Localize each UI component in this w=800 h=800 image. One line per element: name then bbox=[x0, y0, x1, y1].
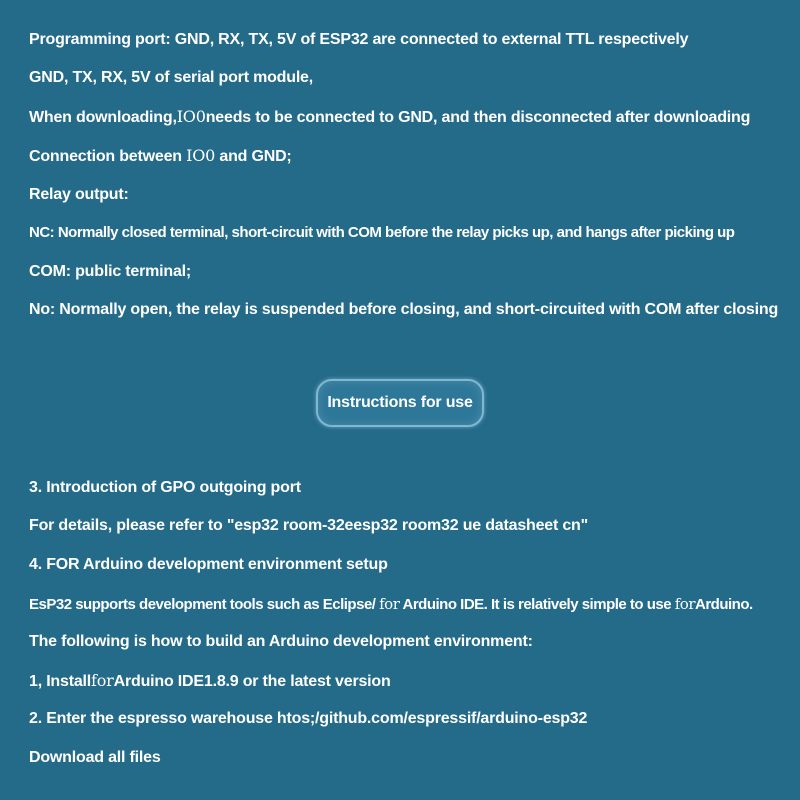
for-label-2: for bbox=[674, 595, 696, 613]
nc-terminal-line: NC: Normally closed terminal, short-circuit with COM before the relay picks up, and hangs after picking up bbox=[29, 224, 735, 241]
io0-label: IO0 bbox=[176, 107, 206, 126]
connection-prefix: Connection between bbox=[29, 148, 187, 165]
programming-port-line: Programming port: GND, RX, TX, 5V of ESP32 are connected to external TTL respectively bbox=[29, 31, 689, 48]
com-terminal-text bbox=[29, 262, 191, 282]
downloading-text bbox=[29, 107, 750, 128]
arduino-setup-line: 4. FOR Arduino development environment setup bbox=[29, 556, 388, 573]
espresso-warehouse-line: 2. Enter the espresso warehouse htos;/github.com/espressif/arduino-esp32 bbox=[29, 710, 588, 727]
connection-text bbox=[29, 146, 292, 167]
no-terminal-text bbox=[29, 300, 778, 320]
arduino-setup-heading bbox=[29, 555, 388, 575]
instructions-button-label: Instructions for use bbox=[327, 394, 473, 411]
build-environment-text bbox=[29, 632, 533, 652]
for-label-1: for bbox=[379, 595, 400, 613]
connection-suffix: and GND; bbox=[215, 148, 292, 165]
dev-tools-text bbox=[29, 594, 753, 615]
programming-port-text bbox=[29, 30, 688, 50]
com-terminal-line: COM: public terminal; bbox=[29, 263, 192, 280]
install-suffix: Arduino IDE1.8.9 or the latest version bbox=[113, 673, 391, 690]
datasheet-reference-line: For details, please refer to "esp32 room-32eesp32 room32 ue datasheet cn" bbox=[29, 517, 589, 534]
dev-tools-middle: Arduino IDE. It is relatively simple to use bbox=[399, 596, 675, 613]
datasheet-reference-text bbox=[29, 516, 588, 536]
dev-tools-prefix: EsP32 supports development tools such as Eclipse/ bbox=[29, 596, 380, 613]
instructions-for-use-button[interactable] bbox=[316, 379, 484, 427]
gpo-port-line: 3. Introduction of GPO outgoing port bbox=[29, 479, 301, 496]
downloading-suffix: needs to be connected to GND, and then disconnected after downloading bbox=[205, 109, 751, 126]
gpo-port-heading bbox=[29, 478, 301, 498]
for-label-3: for bbox=[91, 671, 114, 690]
relay-output-heading bbox=[29, 185, 129, 205]
relay-output-line: Relay output: bbox=[29, 186, 129, 203]
nc-terminal-text bbox=[29, 223, 734, 243]
serial-module-text bbox=[29, 68, 313, 88]
dev-tools-suffix: Arduino. bbox=[695, 596, 753, 613]
serial-module-line: GND, TX, RX, 5V of serial port module, bbox=[29, 69, 314, 86]
io0-label-2: IO0 bbox=[186, 146, 216, 165]
downloading-prefix: When downloading, bbox=[29, 109, 177, 126]
build-environment-line: The following is how to build an Arduino development environment: bbox=[29, 633, 533, 650]
install-prefix: 1, Install bbox=[29, 673, 92, 690]
espresso-warehouse-text bbox=[29, 709, 587, 729]
install-arduino-text bbox=[29, 671, 391, 692]
download-files-line: Download all files bbox=[29, 749, 161, 766]
download-files-text bbox=[29, 748, 161, 768]
no-terminal-line: No: Normally open, the relay is suspended before closing, and short-circuited with COM after closing bbox=[29, 301, 779, 318]
